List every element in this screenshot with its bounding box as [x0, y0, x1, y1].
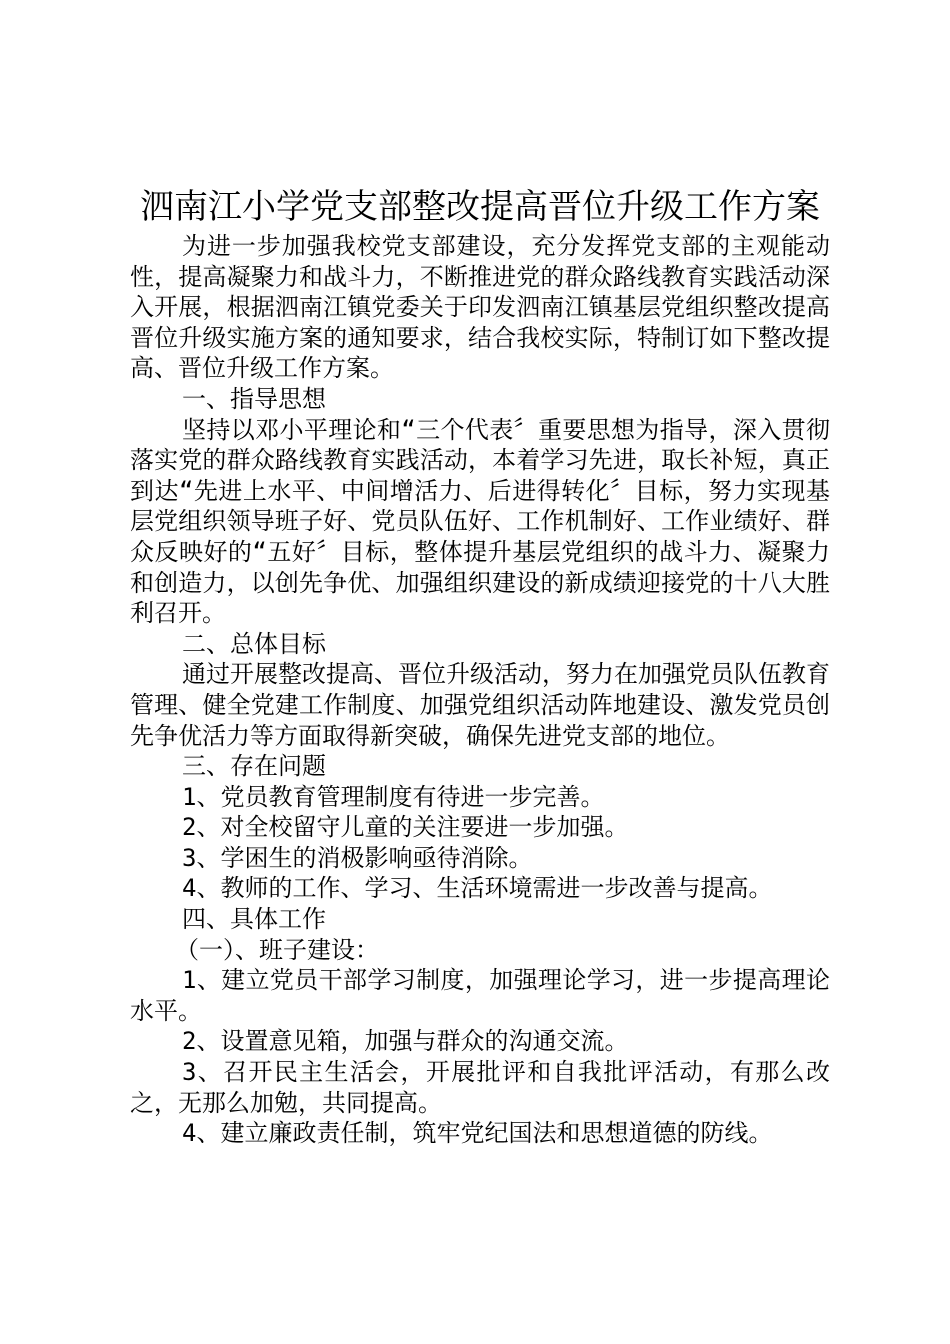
problem-item: 2、对全校留守儿童的关注要进一步加强。 — [182, 813, 629, 842]
problem-item: 4、教师的工作、学习、生活环境需进一步改善与提高。 — [182, 874, 773, 903]
guiding-ideology-paragraph: 坚持以邓小平理论和“三个代表〞重要思想为指导，深入贯彻落实党的群众路线教育实践活动，本着学习先进，取长补短，真正到达“先进上水平、中间增活力、后进得转化〞目标，努力实现基层党组织领导班子好、党员队伍好、工作机制好、工作业绩好、群众反映好的“五好〞目标，整体提升基层党组织的战斗力、凝聚力和创造力，以创先争优、加强组织建设的新成绩迎接党的十八大胜利召开。 — [130, 415, 830, 628]
section-heading-specific-work: 四、具体工作 — [182, 905, 326, 934]
section-heading-overall-goal: 二、总体目标 — [182, 629, 326, 658]
work-item: 3、召开民主生活会，开展批评和自我批评活动，有那么改之，无那么加勉，共同提高。 — [130, 1058, 830, 1117]
section-heading-guiding-ideology: 一、指导思想 — [182, 384, 326, 413]
problem-item: 3、学困生的消极影响亟待消除。 — [182, 843, 533, 872]
document-title: 泗南江小学党支部整改提高晋位升级工作方案 — [140, 187, 820, 227]
work-item: 2、设置意见箱，加强与群众的沟通交流。 — [182, 1027, 629, 1056]
overall-goal-paragraph: 通过开展整改提高、晋位升级活动，努力在加强党员队伍教育管理、健全党建工作制度、加强党组织活动阵地建设、激发党员创先争优活力等方面取得新突破，确保先进党支部的地位。 — [130, 660, 830, 750]
work-item: 1、建立党员干部学习制度，加强理论学习，进一步提高理论水平。 — [130, 966, 830, 1025]
section-heading-existing-problems: 三、存在问题 — [182, 752, 326, 781]
subheading-team-building: （一）、班子建设： — [175, 935, 379, 964]
intro-paragraph: 为进一步加强我校党支部建设，充分发挥党支部的主观能动性，提高凝聚力和战斗力，不断推进党的群众路线教育实践活动深入开展，根据泗南江镇党委关于印发泗南江镇基层党组织整改提高晋位升级实施方案的通知要求，结合我校实际，特制订如下整改提高、晋位升级工作方案。 — [130, 232, 830, 383]
document-body — [130, 231, 830, 1149]
work-item: 4、建立廉政责任制，筑牢党纪国法和思想道德的防线。 — [182, 1119, 773, 1148]
problem-item: 1、党员教育管理制度有待进一步完善。 — [182, 782, 605, 811]
